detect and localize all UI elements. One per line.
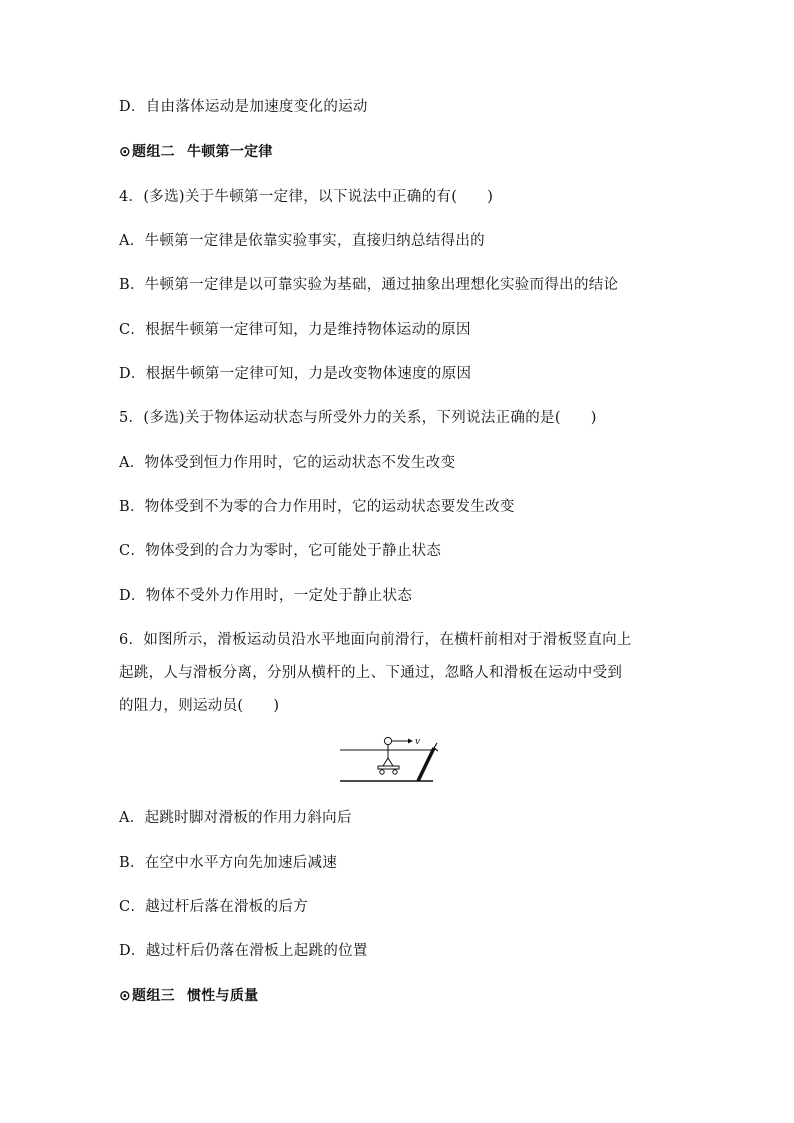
section-2-title: 牛顿第一定律 [186,144,273,160]
skater-legs [383,758,388,766]
q4-option-d: D．根据牛顿第一定律可知，力是改变物体速度的原因 [119,366,472,382]
q5-option-a: A．物体受到恒力作用时，它的运动状态不发生改变 [119,455,456,471]
target-icon: ⊙ [119,144,132,160]
q4-option-a: A．牛顿第一定律是依靠实验事实，直接归纳总结得出的 [119,233,485,249]
skateboard-wheel [380,770,384,774]
q5-option-b: B．物体受到不为零的合力作用时，它的运动状态要发生改变 [119,499,515,515]
q4-paren-close: ) [487,189,494,205]
q6-option-d: D．越过杆后仍落在滑板上起跳的位置 [119,943,368,959]
skater-head-icon [384,737,391,744]
q6-stem-line-1: 6．如图所示，滑板运动员沿水平地面向前滑行，在横杆前相对于滑板竖直向上 [119,632,632,648]
crossbar-support [418,748,434,781]
section-heading-2 [119,142,273,162]
q4-text: 4．(多选)关于牛顿第一定律，以下说法中正确的有( [119,189,458,205]
q5-option-d: D．物体不受外力作用时，一定处于静止状态 [119,588,413,604]
section-3-title: 惯性与质量 [186,988,259,1004]
skateboard-wheel [393,770,397,774]
q6-paren-close: ) [273,698,280,714]
q6-option-a: A．起跳时脚对滑板的作用力斜向后 [119,810,352,826]
q6-option-c: C．越过杆后落在滑板的后方 [119,899,308,915]
q3-option-d: D．自由落体运动是加速度变化的运动 [119,99,368,115]
section-heading-3 [119,986,258,1006]
q4-option-c: C．根据牛顿第一定律可知，力是维持物体运动的原因 [119,322,471,338]
q6-stem-line-2: 起跳，人与滑板分离，分别从横杆的上、下通过，忽略人和滑板在运动中受到 [119,665,623,681]
q6-stem-line-3 [119,696,279,716]
target-icon: ⊙ [119,988,132,1004]
q4-stem [119,187,493,207]
section-3-label: 题组三 [132,988,175,1004]
q5-text: 5．(多选)关于物体运动状态与所受外力的关系，下列说法正确的是( [119,410,561,426]
q6-text: 的阻力，则运动员( [119,698,244,714]
section-2-label: 题组二 [132,144,175,160]
q5-stem [119,408,597,428]
skateboard-figure [338,733,438,785]
q4-option-b: B．牛顿第一定律是以可靠实验为基础，通过抽象出理想化实验而得出的结论 [119,277,619,293]
skateboard [378,766,399,769]
q6-option-b: B．在空中水平方向先加速后减速 [119,855,338,871]
velocity-label: v [415,737,421,747]
q5-paren-close: ) [590,410,597,426]
q5-option-c: C．物体受到的合力为零时，它可能处于静止状态 [119,543,442,559]
